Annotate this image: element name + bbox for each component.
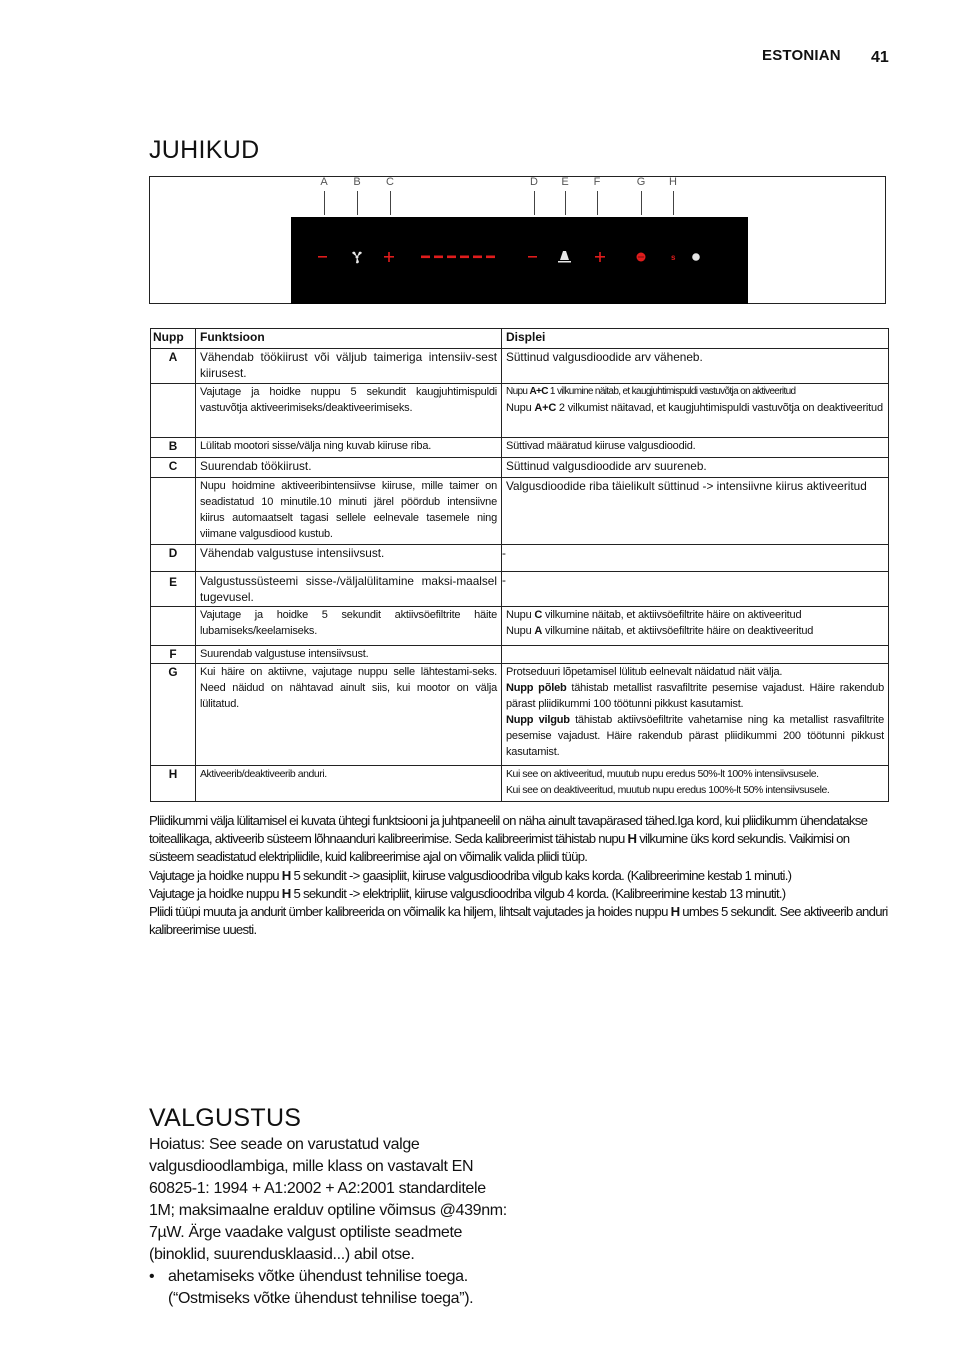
display-line: Nupp põleb tähistab metallist rasvafiltrite pesemise vajadust. Häire rakendub pärast pliidikummi 100 töötunni pikkust kasutamist. [506, 682, 884, 710]
table-row [151, 478, 889, 545]
key-cell: C [151, 458, 196, 478]
display-line: Nupu A vilkumine näitab, et aktiivsöefiltrite häire on deaktiveeritud [506, 625, 814, 637]
speed-bar-icon [421, 256, 495, 259]
display-cell: Valgusdioodide riba täielikult süttinud -> intensiivne kiirus aktiveeritud [502, 478, 889, 545]
display-cell [502, 384, 889, 438]
table-row [151, 545, 889, 572]
section-title-juhikud: JUHIKUD [149, 136, 260, 164]
table-row [151, 349, 889, 384]
function-cell: Lülitab mootori sisse/välja ning kuvab kiiruse riba. [196, 438, 502, 458]
function-cell: Kui häire on aktiivne, vajutage nuppu selle lähtestami-seks. Need näidud on nähtavad ainult siis, kui mootor on välja lülitatud. [196, 664, 502, 766]
laser-warning-text: Hoiatus: See seade on varustatud valge valgusdioodlambiga, mille klass on vastavalt EN 60825-1: 1994 + A1:2002 + A2:2001 standarditele 1M; maksimaalne eralduv optiline võimsus @439nm: 7µW. Ärge vaadake valgust optiliste seadmete (binoklid, suurendusklaasid...) abil otse. [149, 1136, 507, 1263]
page-number: 41 [871, 49, 889, 66]
table-row [151, 438, 889, 458]
calibration-notes [149, 812, 889, 939]
minus-icon[interactable] [318, 256, 327, 258]
display-cell: Süttinud valgusdioodide arv väheneb. [502, 349, 889, 384]
header-language: ESTONIAN [762, 47, 841, 64]
key-cell [151, 478, 196, 545]
notes-paragraph: Pliidikummi välja lülitamisel ei kuvata ühtegi funktsiooni ja juhtpaneelil on näha ainult tavapärased tähed.Iga kord, kui pliidikumm ühendatakse toiteallikaga, aktiveerib süsteem lõhnaanduri kalibreerimise. Seda kalibreerimist tähistab nupu H vilkumine üks kord sekundis. Vaikimisi on süsteem seadistatud elektripliidile, kuid kalibreerimise ajal on võimalik valida pliidi tüüp. [149, 813, 868, 865]
function-cell: Aktiveerib/deaktiveerib anduri. [196, 766, 502, 802]
display-cell [502, 607, 889, 646]
leader-line-d [534, 191, 535, 215]
key-cell: F [151, 646, 196, 664]
panel-label-a: A [320, 176, 328, 188]
panel-label-c: C [386, 176, 394, 188]
filter-icon[interactable] [637, 253, 646, 262]
leader-line-f [597, 191, 598, 215]
bullet-text: ahetamiseks võtke ühendust tehnilise toega. (“Ostmiseks võtke ühendust tehnilise toega”). [168, 1268, 474, 1307]
notes-paragraph: Vajutage ja hoidke nuppu H 5 sekundit -> gaasipliit, kiiruse valgusdioodriba vilgub kaks korda. (Kalibreerimine kestab 1 minuti.) [149, 867, 792, 883]
s-icon [671, 253, 676, 262]
display-cell [502, 646, 889, 664]
key-cell [151, 384, 196, 438]
key-cell [151, 607, 196, 646]
function-cell: Nupu hoidmine aktiveeribintensiivse kiiruse, mille taimer on seadistatud 10 minutile.10 minuti järel pöördub intensiivne kiirus automaatselt tagasi sellele eelnevale tasemele ning viimane valgusdiood kustub. [196, 478, 502, 545]
display-line: Protseduuri lõpetamisel lülitub eelnevalt näidatud näit välja. [506, 666, 783, 678]
table-row [151, 572, 889, 607]
panel-label-g: G [636, 176, 646, 188]
svg-text:s: s [671, 253, 676, 262]
function-cell: Vähendab valgustuse intensiivsust. [196, 545, 502, 572]
header-nupp: Nupp [151, 329, 196, 349]
display-line: Nupp vilgub tähistab aktiivsöefiltrite vahetamise ning ka metallist rasvafiltrite pesemise vajadust. Häire rakendub pärast pliidikummi 200 töötunni pikkust kasutamist. [506, 714, 884, 758]
key-cell: B [151, 438, 196, 458]
display-cell: - [502, 572, 889, 607]
control-panel-icons [291, 217, 748, 304]
minus-icon[interactable] [528, 256, 537, 258]
function-cell: Suurendab töökiirust. [196, 458, 502, 478]
table-header-row [151, 329, 889, 349]
leader-line-e [565, 191, 566, 215]
leader-line-b [357, 191, 358, 215]
display-cell: - [502, 545, 889, 572]
display-line: Nupu C vilkumine näitab, et aktiivsöefiltrite häire on aktiveeritud [506, 609, 802, 621]
plus-icon[interactable] [595, 252, 605, 262]
notes-paragraph: Vajutage ja hoidke nuppu H 5 sekundit -> elektripliit, kiiruse valgusdioodriba vilgub 4 korda. (Kalibreerimine kestab 13 minutit.) [149, 885, 786, 901]
key-cell: G [151, 664, 196, 766]
display-cell: Süttivad määratud kiiruse valgusdioodid. [502, 438, 889, 458]
function-cell: Vähendab töökiirust või väljub taimeriga intensiiv-sest kiirusest. [196, 349, 502, 384]
bullet-symbol: • [149, 1268, 155, 1285]
display-line: Nupu A+C 1 vilkumine näitab, et kaugjuhtimispuldi vastuvõtja on aktiveeritud [506, 386, 796, 397]
function-cell: Suurendab valgustuse intensiivsust. [196, 646, 502, 664]
key-cell: A [151, 349, 196, 384]
notes-paragraph: Pliidi tüüpi muuta ja andurit ümber kalibreerida on võimalik ka hiljem, lihtsalt vajutades ja hoides nuppu H umbes 5 sekundit. See aktiveerib anduri kalibreerimise uuesti. [149, 904, 888, 938]
key-cell: H [151, 766, 196, 802]
panel-label-h: H [669, 176, 677, 188]
table-row [151, 664, 889, 766]
fan-icon[interactable] [352, 252, 362, 264]
table-row [151, 607, 889, 646]
section-title-valgustus: VALGUSTUS [149, 1104, 302, 1132]
leader-line-g [641, 191, 642, 215]
sensor-dot-icon[interactable] [692, 253, 700, 261]
leader-line-h [673, 191, 674, 215]
functions-table [150, 328, 889, 802]
panel-label-b: B [353, 176, 361, 188]
key-cell: D [151, 545, 196, 572]
display-cell [502, 766, 889, 802]
display-line: Kui see on aktiveeritud, muutub nupu eredus 50%-lt 100% intensiivsusele. [506, 768, 819, 780]
panel-label-d: D [530, 176, 538, 188]
lamp-icon[interactable] [558, 251, 571, 263]
table-row [151, 766, 889, 802]
key-cell: E [151, 572, 196, 607]
display-line: Kui see on deaktiveeritud, muutub nupu eredus 100%-lt 50% intensiivsusele. [506, 784, 830, 796]
leader-line-a [324, 191, 325, 215]
function-cell: Valgustussüsteemi sisse-/väljalülitamine maksi-maalsel tugevusel. [196, 572, 502, 607]
function-cell: Vajutage ja hoidke nuppu 5 sekundit kaugjuhtimispuldi vastuvõtja aktiveerimiseks/deaktiveerimiseks. [196, 384, 502, 438]
plus-icon[interactable] [384, 252, 394, 262]
panel-label-e: E [561, 176, 569, 188]
function-cell: Vajutage ja hoidke 5 sekundit aktiivsöefiltrite häite lubamiseks/keelamiseks. [196, 607, 502, 646]
table-row [151, 384, 889, 438]
leader-line-c [390, 191, 391, 215]
display-line: Nupu A+C 2 vilkumist näitavad, et kaugjuhtimispuldi vastuvõtja on deaktiveeritud [506, 402, 883, 414]
header-displei: Displei [502, 329, 889, 349]
header-funktsioon: Funktsioon [196, 329, 502, 349]
table-row [151, 458, 889, 478]
table-row [151, 646, 889, 664]
panel-label-f: F [593, 176, 601, 188]
display-cell: Süttinud valgusdioodide arv suureneb. [502, 458, 889, 478]
display-cell [502, 664, 889, 766]
